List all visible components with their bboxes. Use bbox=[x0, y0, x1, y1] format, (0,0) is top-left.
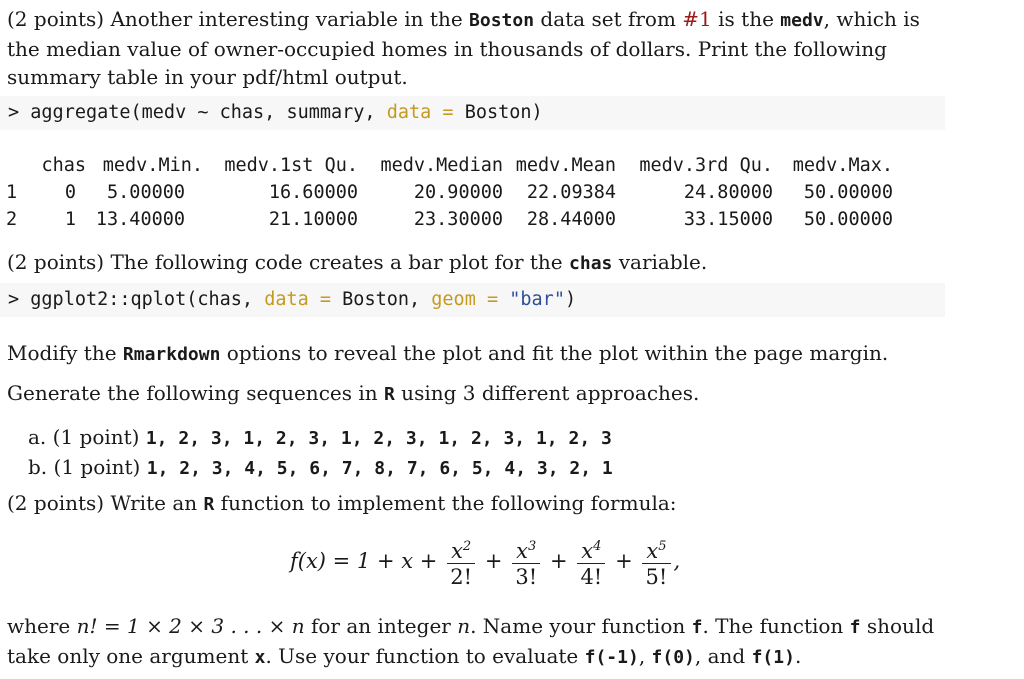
where-text-4: . The function bbox=[702, 614, 850, 638]
formula-plus: + bbox=[549, 549, 568, 573]
table-header bbox=[0, 152, 26, 179]
term-num: x bbox=[646, 539, 659, 563]
question-2-text bbox=[7, 248, 1017, 278]
q1-line-2: the median value of owner-occupied homes in thousands of dollars. Print the following bbox=[7, 37, 887, 61]
table-cell: 33.15000 bbox=[683, 209, 773, 230]
formula-term bbox=[512, 535, 540, 590]
summary-table bbox=[0, 152, 893, 233]
q2-text-end: variable. bbox=[612, 250, 708, 274]
modify-text-start: Modify the bbox=[7, 341, 123, 365]
table-row bbox=[0, 179, 893, 206]
where-text-6: take only one argument bbox=[7, 644, 255, 668]
q1-text-2: data set from bbox=[534, 7, 683, 31]
code-f: f bbox=[691, 617, 703, 638]
q1-code-boston: Boston bbox=[469, 10, 535, 31]
where-text-2: for an integer bbox=[304, 614, 458, 638]
term-den: 5! bbox=[645, 565, 668, 589]
where-text-1: where bbox=[7, 614, 77, 638]
code-val: Boston, bbox=[342, 289, 432, 310]
formula bbox=[290, 535, 680, 590]
sequence-a: 1, 2, 3, 1, 2, 3, 1, 2, 3, 1, 2, 3, 1, 2, 3 bbox=[145, 428, 612, 449]
q2-text: (2 points) The following code creates a bar plot for the bbox=[7, 250, 570, 274]
q1-text-4: , which is bbox=[823, 7, 920, 31]
table-header: medv.3rd Qu. bbox=[639, 155, 773, 176]
table-cell: 1 bbox=[6, 182, 18, 203]
table-cell: 2 bbox=[6, 209, 18, 230]
term-exp: 5 bbox=[658, 539, 667, 554]
term-exp: 3 bbox=[528, 539, 537, 554]
factorial-definition: n! = 1 × 2 × 3 . . . × n bbox=[76, 614, 305, 638]
q2-code-chas: chas bbox=[569, 253, 613, 274]
code-eval: f(-1) bbox=[584, 647, 639, 668]
list-item-label: b. (1 point) bbox=[28, 455, 147, 479]
list-item bbox=[28, 453, 613, 483]
generate-code-r: R bbox=[383, 384, 395, 405]
modify-text bbox=[7, 339, 1017, 369]
q1-line-3: summary table in your pdf/html output. bbox=[7, 65, 408, 89]
question-3-text bbox=[7, 489, 1017, 519]
code-eq: = bbox=[431, 102, 465, 123]
table-cell: 24.80000 bbox=[683, 182, 773, 203]
q1-code-medv: medv bbox=[780, 10, 824, 31]
table-cell: 13.40000 bbox=[95, 209, 185, 230]
generate-text-end: using 3 different approaches. bbox=[394, 381, 700, 405]
code-close: ) bbox=[564, 289, 577, 310]
term-num: x bbox=[451, 539, 463, 563]
period: . bbox=[794, 644, 802, 668]
sequence-list bbox=[28, 423, 613, 483]
code-eq: = bbox=[308, 289, 343, 310]
code-call: aggregate(medv ~ chas, summary, bbox=[30, 102, 387, 123]
sequence-b: 1, 2, 3, 4, 5, 6, 7, 8, 7, 6, 5, 4, 3, 2, 1 bbox=[146, 458, 613, 479]
formula-plus: + bbox=[615, 549, 633, 573]
table-header: medv.Mean bbox=[515, 155, 616, 176]
table-cell: 20.90000 bbox=[413, 182, 503, 203]
code-arg: data bbox=[386, 102, 432, 123]
formula-trail: , bbox=[673, 549, 681, 573]
code-arg: geom bbox=[431, 289, 476, 310]
table-cell: 5.00000 bbox=[107, 182, 185, 203]
code-block-qplot bbox=[0, 283, 945, 317]
code-val: Boston) bbox=[464, 102, 543, 123]
formula-plus: + bbox=[484, 549, 503, 573]
modify-code-rmarkdown: Rmarkdown bbox=[122, 344, 221, 365]
sep: , bbox=[638, 644, 652, 668]
table-cell: 23.30000 bbox=[413, 209, 503, 230]
where-text-5: should bbox=[860, 614, 935, 638]
term-num: x bbox=[581, 539, 594, 563]
table-cell: 50.00000 bbox=[803, 209, 893, 230]
code-string: "bar" bbox=[509, 289, 565, 310]
q1-text-3: is the bbox=[711, 7, 781, 31]
table-cell: 22.09384 bbox=[526, 182, 616, 203]
table-header-row bbox=[0, 152, 893, 179]
formula-term bbox=[642, 535, 670, 590]
table-header: chas bbox=[41, 155, 86, 176]
table-cell: 50.00000 bbox=[803, 182, 893, 203]
where-text-3: . Name your function bbox=[470, 614, 692, 638]
formula-term bbox=[577, 535, 605, 590]
table-cell: 16.60000 bbox=[268, 182, 358, 203]
modify-text-end: options to reveal the plot and fit the plot within the page margin. bbox=[220, 341, 889, 365]
q3-code-r: R bbox=[203, 494, 215, 515]
code-arg: data bbox=[264, 289, 309, 310]
term-den: 4! bbox=[580, 565, 603, 589]
where-text bbox=[7, 612, 1017, 672]
list-item bbox=[28, 423, 613, 453]
formula-term bbox=[447, 535, 475, 590]
q1-reference-link[interactable]: #1 bbox=[682, 7, 712, 31]
table-header: medv.Max. bbox=[792, 155, 893, 176]
table-header: medv.Median bbox=[380, 155, 503, 176]
table-cell: 1 bbox=[64, 209, 76, 230]
generate-text-start: Generate the following sequences in bbox=[7, 381, 384, 405]
q3-text-end: function to implement the following formula: bbox=[214, 491, 677, 515]
table-cell: 21.10000 bbox=[268, 209, 358, 230]
generate-text bbox=[7, 379, 1017, 409]
q3-text-start: (2 points) Write an bbox=[7, 491, 204, 515]
code-eq: = bbox=[475, 289, 510, 310]
where-text-7: . Use your function to evaluate bbox=[265, 644, 585, 668]
code-x: x bbox=[254, 647, 266, 668]
code-eval: f(0) bbox=[651, 647, 695, 668]
sep: , and bbox=[694, 644, 752, 668]
prompt: > bbox=[8, 102, 31, 123]
term-exp: 2 bbox=[462, 539, 472, 554]
question-1-text bbox=[7, 5, 1017, 91]
var-n: n bbox=[457, 614, 471, 638]
table-cell: 28.44000 bbox=[526, 209, 616, 230]
list-item-label: a. (1 point) bbox=[28, 425, 146, 449]
term-den: 3! bbox=[515, 565, 538, 589]
q1-text: (2 points) Another interesting variable in the bbox=[7, 7, 470, 31]
term-num: x bbox=[516, 539, 529, 563]
code-eval: f(1) bbox=[751, 647, 795, 668]
prompt: > bbox=[8, 289, 31, 310]
code-f: f bbox=[849, 617, 861, 638]
table-cell: 0 bbox=[64, 182, 76, 203]
table-header: medv.1st Qu. bbox=[224, 155, 358, 176]
code-block-aggregate bbox=[0, 96, 945, 130]
term-den: 2! bbox=[450, 565, 473, 589]
term-exp: 4 bbox=[593, 539, 602, 554]
table-header: medv.Min. bbox=[102, 155, 203, 176]
code-call: ggplot2::qplot(chas, bbox=[30, 289, 265, 310]
formula-lhs: f(x) = 1 + x + bbox=[290, 549, 438, 573]
table-row bbox=[0, 206, 893, 233]
